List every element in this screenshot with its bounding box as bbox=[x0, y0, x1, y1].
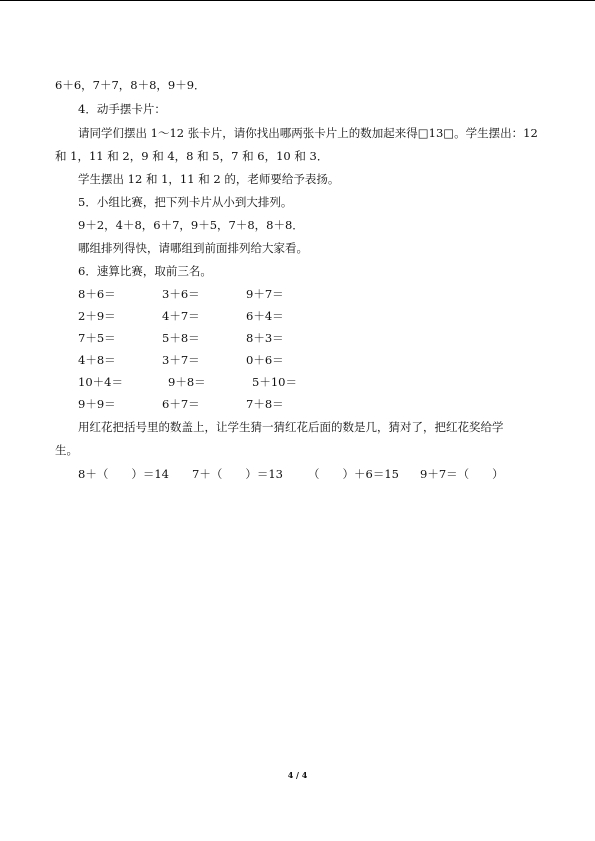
equation: 0＋6＝ bbox=[246, 353, 284, 367]
equation: 6＋4＝ bbox=[246, 309, 284, 323]
equation: 4＋7＝ bbox=[162, 309, 200, 323]
section-heading: 6．速算比赛，取前三名。 bbox=[78, 264, 212, 278]
paragraph-line: 学生摆出 12 和 1，11 和 2 的，老师要给予表扬。 bbox=[78, 172, 340, 186]
equation: 6＋7＝ bbox=[162, 397, 200, 411]
blank-equation: （ ）＋6＝15 bbox=[308, 467, 399, 481]
paragraph-line: 生。 bbox=[55, 443, 78, 457]
blank-equation: 8＋（ ）＝14 bbox=[78, 467, 169, 481]
equation: 9＋8＝ bbox=[168, 375, 206, 389]
equation: 8＋3＝ bbox=[246, 331, 284, 345]
equation: 7＋5＝ bbox=[78, 331, 116, 345]
equation: 9＋9＝ bbox=[78, 397, 116, 411]
paragraph-line: 请同学们摆出 1～12 张卡片，请你找出哪两张卡片上的数加起来得□13□。学生摆出：12 bbox=[78, 126, 538, 140]
section-heading: 4．动手摆卡片： bbox=[78, 102, 166, 116]
equation: 2＋9＝ bbox=[78, 309, 116, 323]
section-heading: 5．小组比赛，把下列卡片从小到大排列。 bbox=[78, 195, 293, 209]
blank-equation: 9＋7＝（ ） bbox=[420, 467, 504, 481]
top-border-line bbox=[0, 0, 595, 1]
paragraph-line: 和 1，11 和 2，9 和 4，8 和 5，7 和 6，10 和 3． bbox=[55, 149, 329, 163]
equation: 9＋7＝ bbox=[246, 287, 284, 301]
paragraph-line: 6＋6，7＋7，8＋8，9＋9． bbox=[55, 78, 206, 92]
equation: 7＋8＝ bbox=[246, 397, 284, 411]
equation: 5＋8＝ bbox=[162, 331, 200, 345]
equation: 5＋10＝ bbox=[252, 375, 297, 389]
page-number: 4 / 4 bbox=[287, 770, 308, 780]
equation: 4＋8＝ bbox=[78, 353, 116, 367]
equation: 8＋6＝ bbox=[78, 287, 116, 301]
paragraph-line: 9＋2，4＋8，6＋7，9＋5，7＋8，8＋8． bbox=[78, 218, 304, 232]
equation: 3＋7＝ bbox=[162, 353, 200, 367]
equation: 3＋6＝ bbox=[162, 287, 200, 301]
paragraph-line: 用红花把括号里的数盖上，让学生猜一猜红花后面的数是几，猜对了，把红花奖给学 bbox=[78, 420, 504, 434]
blank-equation: 7＋（ ）＝13 bbox=[192, 467, 283, 481]
equation: 10＋4＝ bbox=[78, 375, 123, 389]
paragraph-line: 哪组排列得快，请哪组到前面排列给大家看。 bbox=[78, 241, 308, 255]
